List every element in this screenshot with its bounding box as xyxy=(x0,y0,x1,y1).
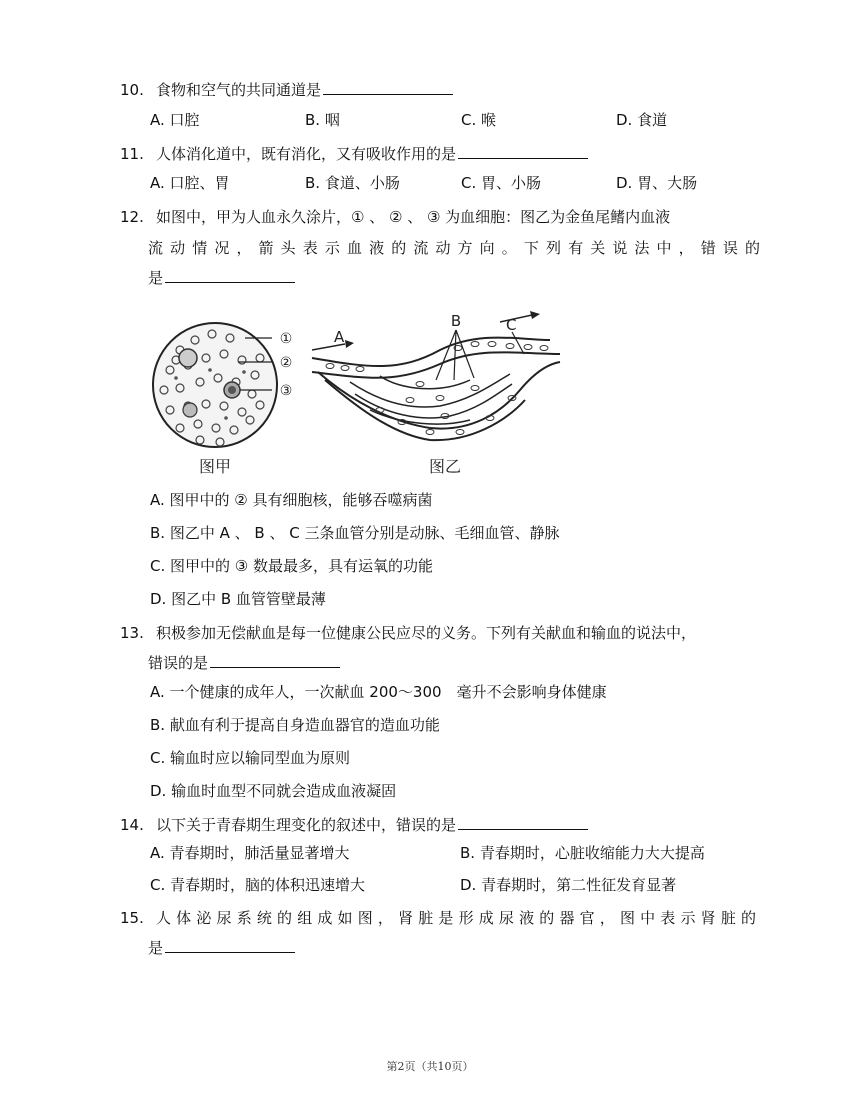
option-a[interactable]: A. 口腔 xyxy=(150,111,200,129)
q14-option-b[interactable]: B. 青春期时，心脏收缩能力大大提高 xyxy=(460,844,705,862)
question-stem: 食物和空气的共同通道是 xyxy=(156,81,322,99)
blood-smear-figure xyxy=(153,323,292,476)
q12-option-d[interactable]: D. 图乙中 B 血管管壁最薄 xyxy=(150,590,326,608)
question-10 xyxy=(120,74,760,106)
mark-1: ① xyxy=(279,331,293,347)
question-stem: 人体消化道中，既有消化，又有吸收作用的是 xyxy=(156,145,457,163)
q14-option-d[interactable]: D. 青春期时，第二性征发育显著 xyxy=(460,876,677,894)
page-footer: 第2页（共10页） xyxy=(386,1060,474,1073)
option-a[interactable]: A. 口腔、胃 xyxy=(150,174,230,192)
question-13-line2 xyxy=(148,647,760,679)
mark-2: ② xyxy=(279,355,293,371)
q10-options xyxy=(150,104,760,136)
option-b[interactable]: B. 咽 xyxy=(305,111,340,129)
answer-blank[interactable] xyxy=(458,138,588,159)
vessel-label-b: B xyxy=(450,312,462,330)
vessel-label-a: A xyxy=(334,328,345,346)
answer-blank[interactable] xyxy=(323,74,453,95)
q13-option-c[interactable]: C. 输血时应以输同型血为原则 xyxy=(150,749,351,767)
q14-option-a[interactable]: A. 青春期时，肺活量显著增大 xyxy=(150,844,350,862)
option-c[interactable]: C. 喉 xyxy=(461,111,497,129)
option-b[interactable]: B. 食道、小肠 xyxy=(305,174,400,192)
answer-blank[interactable] xyxy=(165,262,295,283)
question-stem-line1: 人 体 泌 尿 系 统 的 组 成 如 图 ， 肾 脏 是 形 成 尿 液 的 器 官 ， 图 中 表 示 肾 脏 的 xyxy=(156,909,756,927)
question-12-line2: 流 动 情 况 ， 箭 头 表 示 血 液 的 流 动 方 向 。 下 列 有 关 说 法 中 ， 错 误 的 xyxy=(148,239,760,257)
question-12-line3 xyxy=(148,262,760,294)
question-number: 15. xyxy=(120,909,144,927)
question-stem-line2: 错误的是 xyxy=(148,654,209,672)
question-12 xyxy=(120,201,760,233)
question-number: 12. xyxy=(120,208,144,226)
q13-option-a[interactable]: A. 一个健康的成年人，一次献血 200～300 毫升不会影响身体健康 xyxy=(150,683,607,701)
question-11 xyxy=(120,138,760,170)
q13-option-d[interactable]: D. 输血时血型不同就会造成血液凝固 xyxy=(150,782,397,800)
question-number: 11. xyxy=(120,145,144,163)
answer-blank[interactable] xyxy=(210,647,340,668)
question-stem: 以下关于青春期生理变化的叙述中，错误的是 xyxy=(156,816,457,834)
question-15 xyxy=(120,902,760,934)
q12-option-a[interactable]: A. 图甲中的 ② 具有细胞核，能够吞噬病菌 xyxy=(150,491,433,509)
question-number: 14. xyxy=(120,816,144,834)
figure-label-right: 图乙 xyxy=(428,457,462,476)
question-13 xyxy=(120,617,760,649)
option-d[interactable]: D. 食道 xyxy=(616,111,668,129)
vessel-label-c: C xyxy=(506,316,517,334)
question-stem-line3: 是 xyxy=(148,269,164,287)
option-c[interactable]: C. 胃、小肠 xyxy=(461,174,542,192)
answer-blank[interactable] xyxy=(458,809,588,830)
question-stem-line2: 是 xyxy=(148,939,164,957)
question-15-line2 xyxy=(148,932,760,964)
question-number: 13. xyxy=(120,624,144,642)
q11-options xyxy=(150,167,760,199)
question-stem-line1: 如图中，甲为人血永久涂片，① 、 ② 、 ③ 为血细胞：图乙为金鱼尾鳍内血液 xyxy=(156,208,671,226)
question-number: 10. xyxy=(120,81,144,99)
question-stem-line1: 积极参加无偿献血是每一位健康公民应尽的义务。下列有关献血和输血的说法中， xyxy=(156,624,697,642)
q12-option-c[interactable]: C. 图甲中的 ③ 数最最多，具有运氧的功能 xyxy=(150,557,433,575)
option-d[interactable]: D. 胃、大肠 xyxy=(616,174,698,192)
q13-option-b[interactable]: B. 献血有利于提高自身造血器官的造血功能 xyxy=(150,716,440,734)
blood-figure xyxy=(140,310,590,480)
mark-3: ③ xyxy=(279,383,293,399)
answer-blank[interactable] xyxy=(165,932,295,953)
fish-fin-vessel-figure xyxy=(312,311,560,476)
q14-option-c[interactable]: C. 青春期时，脑的体积迅速增大 xyxy=(150,876,366,894)
figure-label-left: 图甲 xyxy=(198,457,232,476)
q12-option-b[interactable]: B. 图乙中 A 、 B 、 C 三条血管分别是动脉、毛细血管、静脉 xyxy=(150,524,560,542)
